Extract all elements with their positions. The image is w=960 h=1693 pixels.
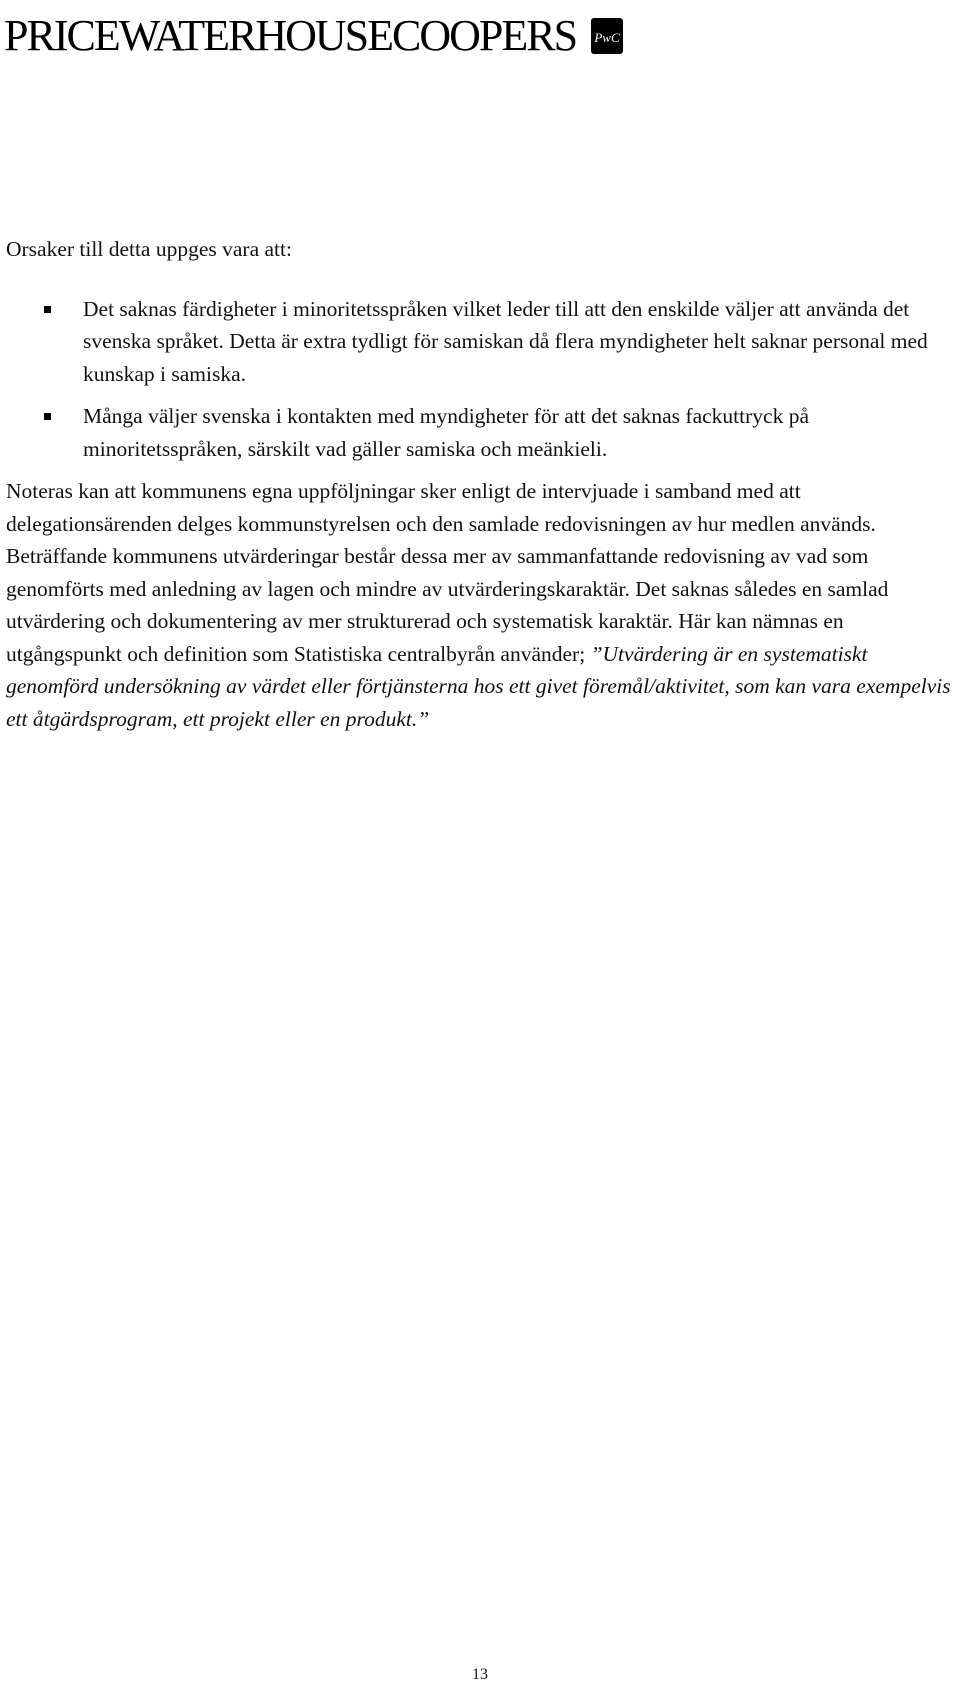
paragraph-text: Noteras kan att kommunens egna uppföljningar sker enligt de intervjuade i samband med att delegationsärenden delges kommunstyrelsen och den samlade redovisningen av hur medlen används. Beträffande kommunens utvärderingar består dessa mer av sammanfattande redovisning av vad som genomförts med anledning av lagen och mindre av utvärderingskaraktär. Det saknas således en samlad utvärdering och dokumentering av mer strukturerad och systematisk karaktär. Här kan nämnas en utgångspunkt och definition som Statistiska centralbyrån använder; — [6, 479, 889, 666]
logo-wordmark: PRICEWATERHOUSECOOPERS — [4, 11, 577, 60]
definition-quote: ”Utvärdering är en systematiskt genomförd undersökning av värdet eller förtjänsterna hos ett givet föremål/aktivitet, som kan vara exempelvis ett åtgärdsprogram, ett projekt eller en produkt.” — [6, 641, 951, 731]
intro-text: Orsaker till detta uppges vara att: — [6, 237, 292, 261]
square-bullet-icon — [44, 413, 51, 420]
list-item — [6, 400, 956, 465]
pwc-emblem-icon — [590, 17, 624, 55]
list-item — [6, 293, 956, 391]
company-logo — [4, 8, 624, 64]
reasons-list — [6, 293, 956, 466]
body-paragraph — [6, 475, 956, 735]
list-item-text: Det saknas färdigheter i minoritetsspråken vilket leder till att den enskilde väljer att använda det svenska språket. Detta är extra tydligt för samiskan då flera myndigheter helt saknar personal med kunskap i samiska. — [83, 296, 928, 386]
emblem-text: PwC — [594, 30, 620, 45]
document-body — [6, 233, 956, 735]
page-number: 13 — [472, 1666, 488, 1683]
list-item-text: Många väljer svenska i kontakten med myndigheter för att det saknas fackuttryck på minoritetsspråken, särskilt vad gäller samiska och meänkieli. — [83, 404, 809, 461]
square-bullet-icon — [44, 306, 51, 313]
